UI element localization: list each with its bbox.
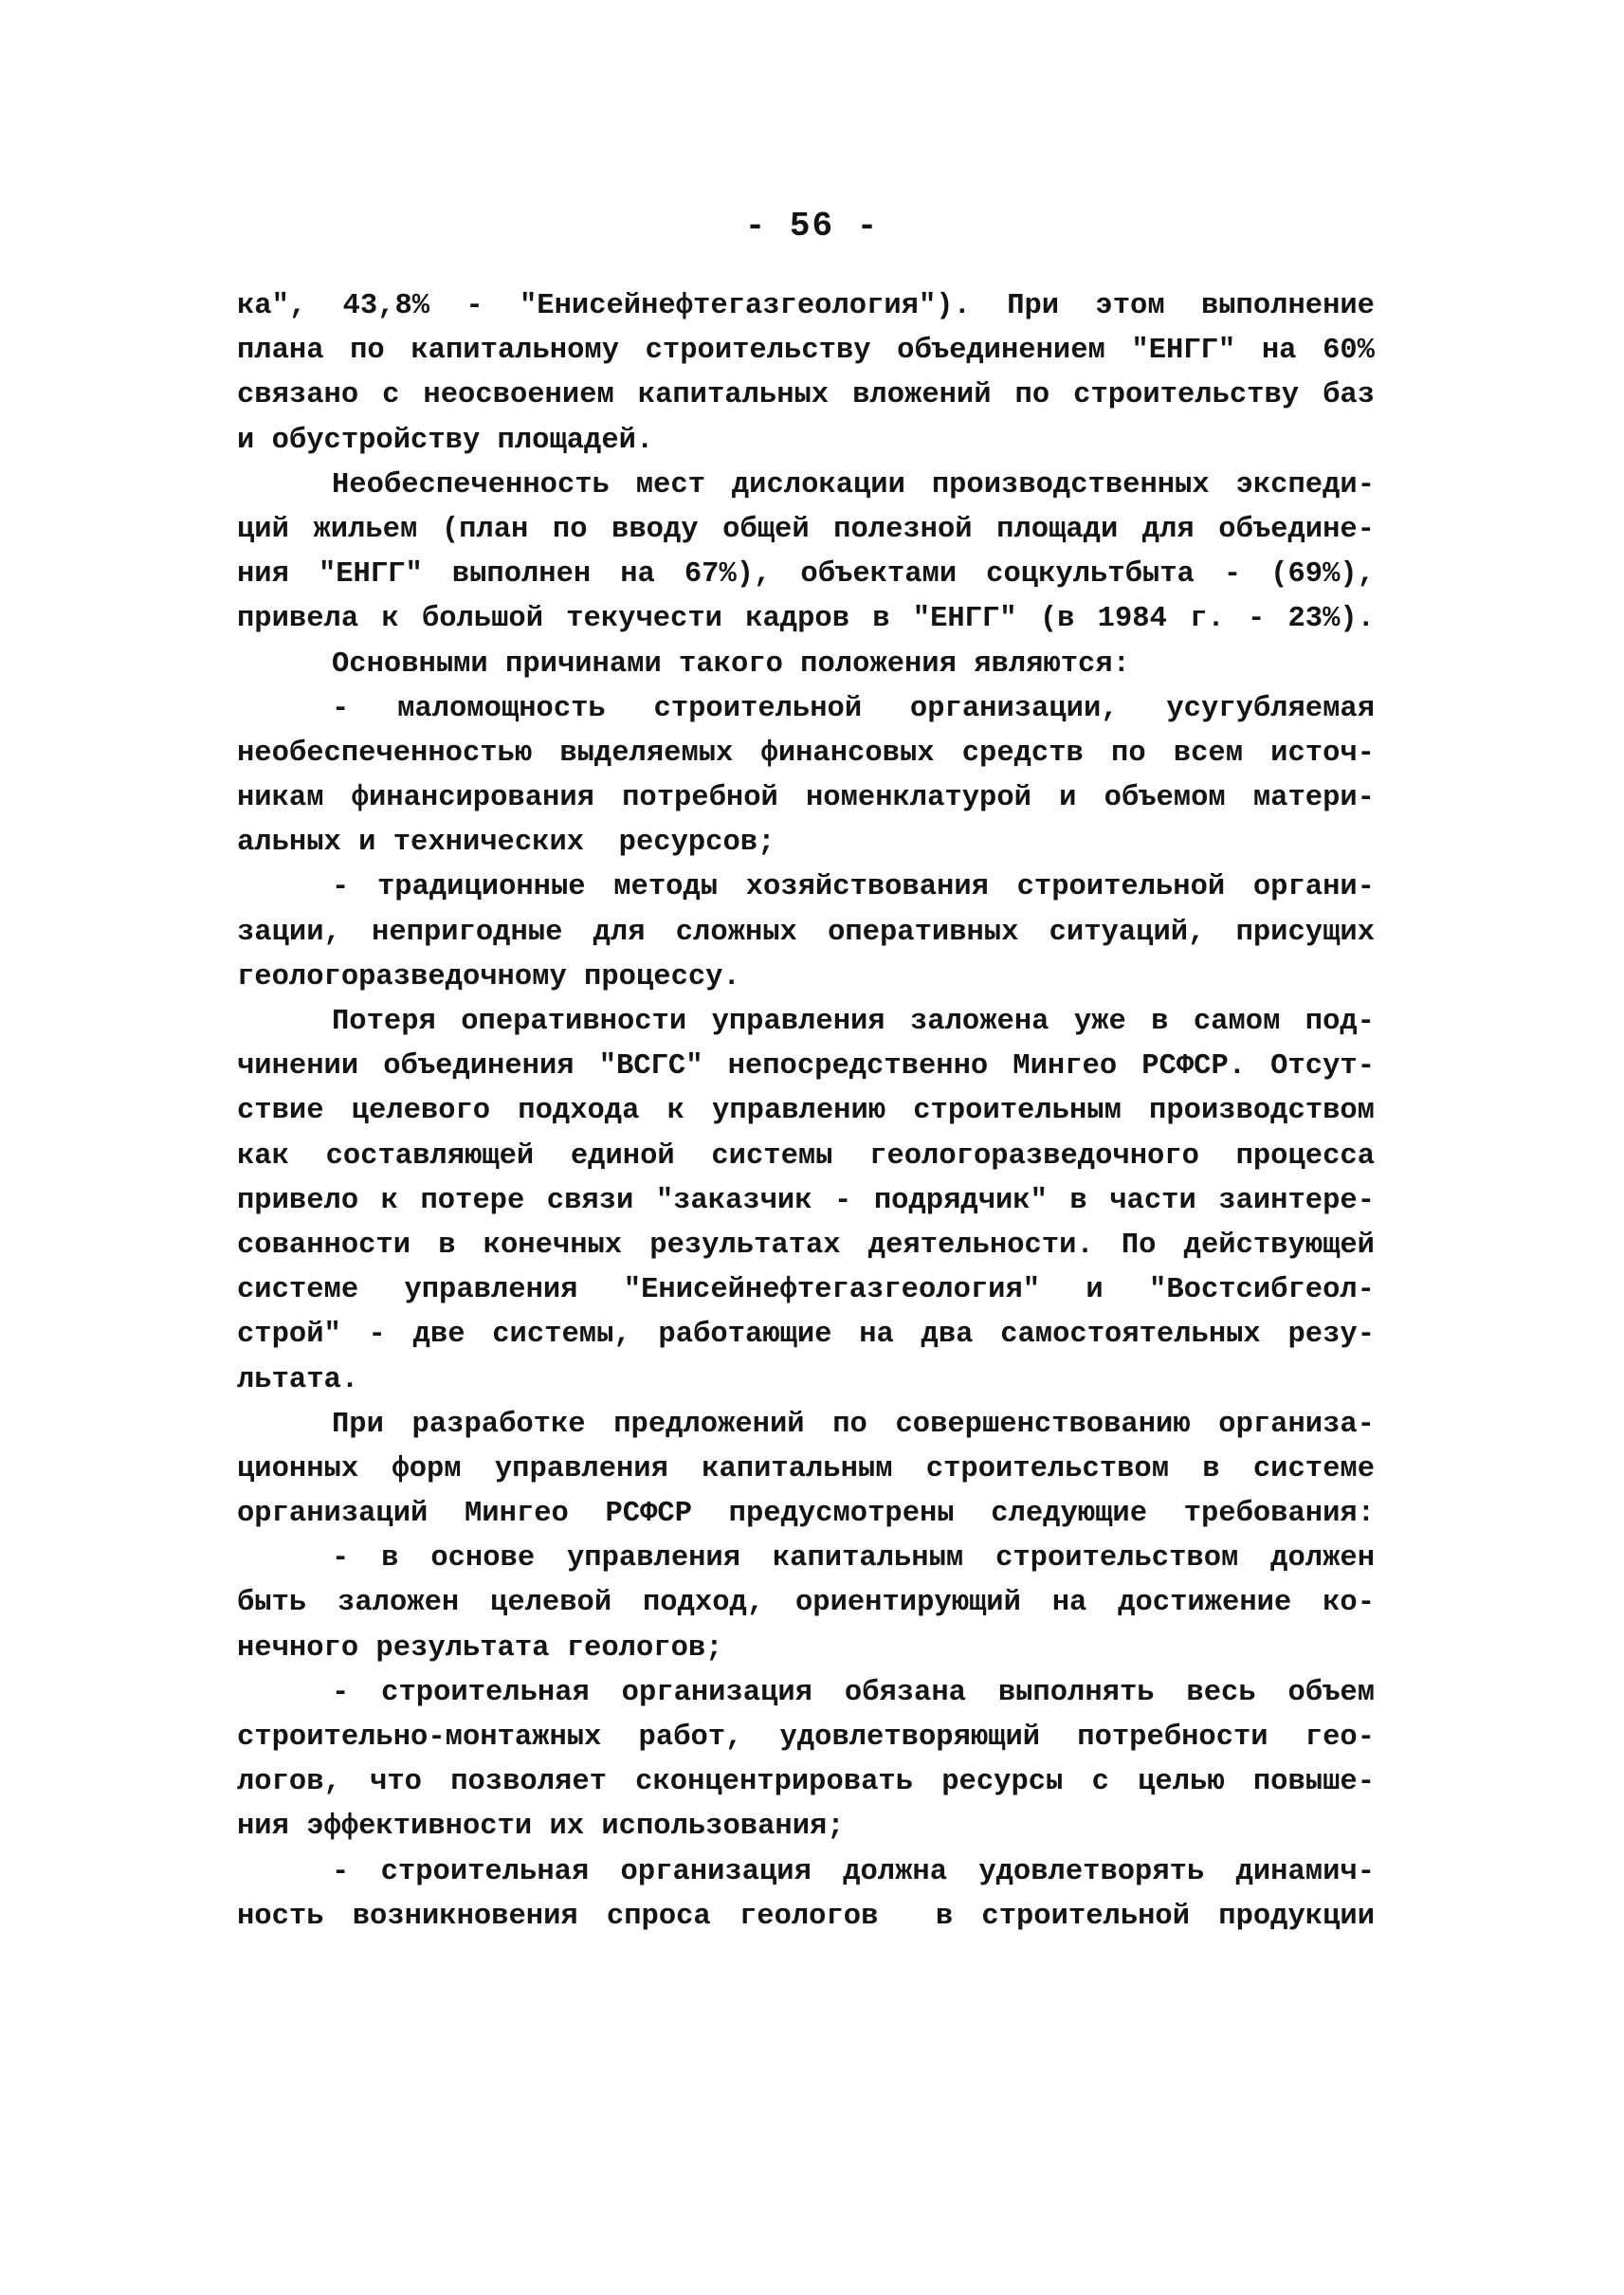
text-line: сованности в конечных результатах деятельности. По действующей <box>237 1229 1375 1262</box>
text-line: привело к потере связи "заказчик - подрядчик" в части заинтере- <box>237 1184 1375 1217</box>
text-line: ния "ЕНГГ" выполнен на 67%), объектами соцкультбыта - (69%), <box>237 558 1375 592</box>
list-item-line: - строительная организация должна удовлетворять динамич- <box>332 1855 1375 1888</box>
list-item-line: нечного результата геологов; <box>237 1631 723 1665</box>
text-line: и обустройству площадей. <box>237 424 654 457</box>
list-item-line: - в основе управления капитальным строительством должен <box>332 1542 1375 1576</box>
text-line: строй" - две системы, работающие на два самостоятельных резу- <box>237 1319 1375 1352</box>
list-item-line: зации, непригодные для сложных оперативных ситуаций, присущих <box>237 916 1375 949</box>
text-line: как составляющей единой системы геологоразведочного процесса <box>237 1139 1375 1173</box>
list-item-line: - строительная организация обязана выполнять весь объем <box>332 1676 1375 1709</box>
text-line: Необеспеченность мест дислокации производственных экспеди- <box>332 468 1375 501</box>
list-item-line: геологоразведочному процессу. <box>237 960 740 993</box>
list-item-line: альных и технических ресурсов; <box>237 827 776 860</box>
text-line: организаций Мингео РСФСР предусмотрены следующие требования: <box>237 1498 1375 1531</box>
list-item-line: - маломощность строительной организации, усугубляемая <box>332 692 1375 725</box>
list-item-line: строительно-монтажных работ, удовлетворяющий потребности гео- <box>237 1721 1375 1754</box>
list-item-line: ность возникновения спроса геологов в строительной продукции <box>237 1900 1375 1933</box>
list-item-line: необеспеченностью выделяемых финансовых средств по всем источ- <box>237 737 1375 770</box>
text-line: ка", 43,8% - "Енисейнефтегазгеология"). При этом выполнение <box>237 290 1375 322</box>
text-line: ций жильем (план по вводу общей полезной площади для объедине- <box>237 513 1375 546</box>
text-line: привела к большой текучести кадров в "ЕНГГ" (в 1984 г. - 23%). <box>237 603 1375 636</box>
text-line: льтата. <box>237 1363 359 1396</box>
text-line: чинении объединения "ВСГС" непосредственно Мингео РСФСР. Отсут- <box>237 1050 1375 1084</box>
text-line: Основными причинами такого положения являются: <box>332 647 1130 681</box>
page-number: - 56 - <box>744 207 880 246</box>
list-item-line: ния эффективности их использования; <box>237 1811 845 1844</box>
text-line: связано с неосвоением капитальных вложений по строительству баз <box>237 379 1375 412</box>
list-item-line: быть заложен целевой подход, ориентирующий на достижение ко- <box>237 1587 1375 1620</box>
text-line: Потеря оперативности управления заложена уже в самом под- <box>332 1006 1375 1038</box>
text-line: плана по капитальному строительству объединением "ЕНГГ" на 60% <box>237 335 1375 368</box>
text-line: ствие целевого подхода к управлению строительным производством <box>237 1095 1375 1128</box>
text-line: При разработке предложений по совершенствованию организа- <box>332 1408 1375 1441</box>
list-item-line: логов, что позволяет сконцентрировать ресурсы с целью повыше- <box>237 1766 1375 1799</box>
text-line: ционных форм управления капитальным строительством в системе <box>237 1452 1375 1485</box>
text-line: системе управления "Енисейнефтегазгеология" и "Востсибгеол- <box>237 1274 1375 1307</box>
list-item-line: никам финансирования потребной номенклатурой и объемом матери- <box>237 782 1375 815</box>
list-item-line: - традиционные методы хозяйствования строительной органи- <box>332 871 1375 904</box>
body-text <box>237 284 1375 1940</box>
